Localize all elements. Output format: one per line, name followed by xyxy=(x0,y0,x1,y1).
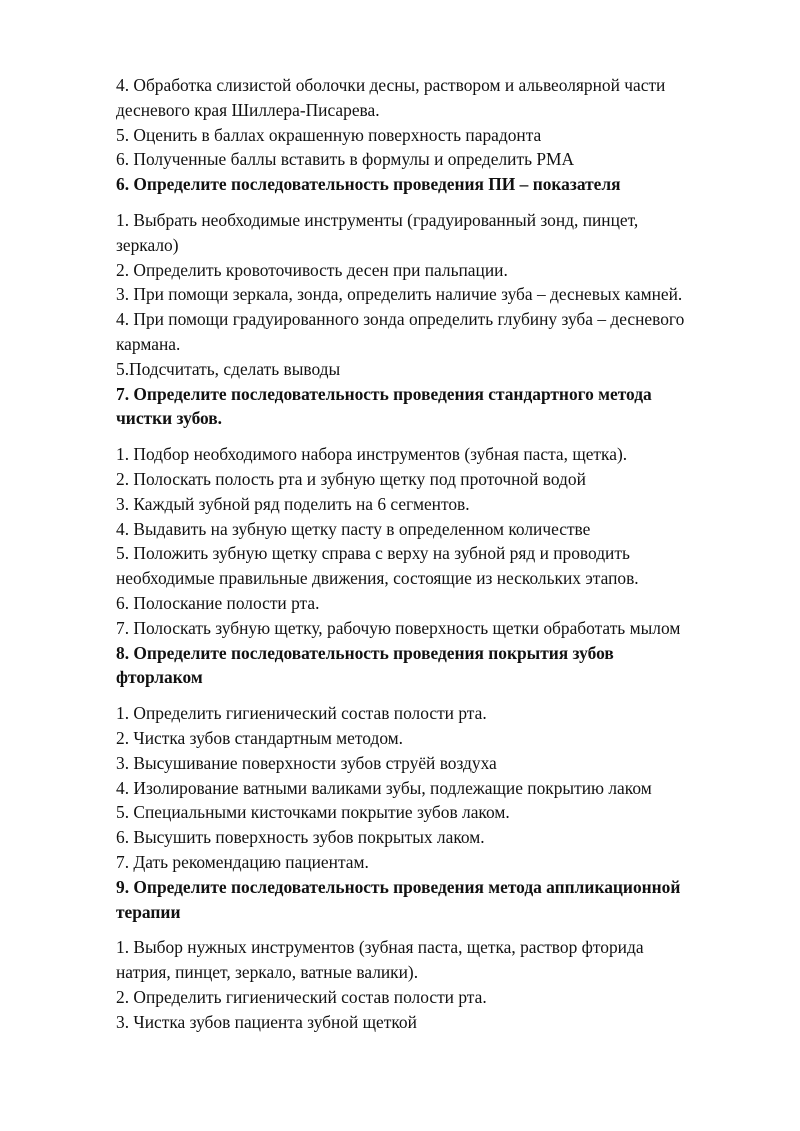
text-line: 3. Каждый зубной ряд поделить на 6 сегментов. xyxy=(116,493,470,514)
intro-block xyxy=(116,73,750,172)
text-line: натрия, пинцет, зеркало, ватные валики). xyxy=(116,962,419,983)
text-line: 3. Чистка зубов пациента зубной щеткой xyxy=(116,1011,417,1032)
text-line: 5. Положить зубную щетку справа с верху на зубной ряд и проводить xyxy=(116,543,630,564)
text-line: 7. Полоскать зубную щетку, рабочую поверхность щетки обработать мылом xyxy=(116,617,681,638)
text-line: зеркало) xyxy=(116,234,179,255)
text-line: 4. Обработка слизистой оболочки десны, раствором и альвеолярной части xyxy=(116,75,666,95)
text-line: 5. Оценить в баллах окрашенную поверхность парадонта xyxy=(116,124,542,145)
section-9 xyxy=(116,875,750,1035)
text-line: кармана. xyxy=(116,333,181,354)
section-8 xyxy=(116,641,750,875)
section-heading: 8. Определите последовательность проведения покрытия зубов xyxy=(116,642,614,663)
text-line: 7. Дать рекомендацию пациентам. xyxy=(116,851,369,872)
section-heading: 7. Определите последовательность проведения стандартного метода xyxy=(116,383,652,404)
text-line: 2. Полоскать полость рта и зубную щетку под проточной водой xyxy=(116,468,586,489)
section-6 xyxy=(116,172,750,381)
text-line: 4. Изолирование ватными валиками зубы, подлежащие покрытию лаком xyxy=(116,777,652,798)
text-line: 5. Специальными кисточками покрытие зубов лаком. xyxy=(116,802,510,823)
section-7 xyxy=(116,382,750,641)
text-line: 6. Высушить поверхность зубов покрытых лаком. xyxy=(116,827,485,848)
text-line: 1. Выбор нужных инструментов (зубная паста, щетка, раствор фторида xyxy=(116,937,644,958)
text-line: десневого края Шиллера-Писарева. xyxy=(116,99,380,120)
text-line: 4. При помощи градуированного зонда определить глубину зуба – десневого xyxy=(116,309,685,330)
text-line: 6. Полученные баллы вставить в формулы и определить PMA xyxy=(116,149,575,170)
text-line: 4. Выдавить на зубную щетку пасту в определенном количестве xyxy=(116,518,591,539)
text-line: 6. Полоскание полости рта. xyxy=(116,592,320,613)
text-line: 3. Высушивание поверхности зубов струёй воздуха xyxy=(116,752,497,773)
text-line: 1. Выбрать необходимые инструменты (градуированный зонд, пинцет, xyxy=(116,209,639,230)
spacer xyxy=(116,197,750,208)
section-heading: чистки зубов. xyxy=(116,408,223,429)
spacer xyxy=(116,431,750,442)
text-line: 5.Подсчитать, сделать выводы xyxy=(116,358,341,379)
spacer xyxy=(116,924,750,935)
text-line: 2. Определить кровоточивость десен при пальпации. xyxy=(116,259,508,280)
text-line: необходимые правильные движения, состоящие из нескольких этапов. xyxy=(116,568,639,589)
text-line: 1. Определить гигиенический состав полости рта. xyxy=(116,703,487,724)
section-heading: 6. Определите последовательность проведения ПИ – показателя xyxy=(116,174,621,195)
section-heading: терапии xyxy=(116,901,181,922)
section-heading: фторлаком xyxy=(116,667,203,688)
spacer xyxy=(116,690,750,701)
text-line: 2. Определить гигиенический состав полости рта. xyxy=(116,986,487,1007)
section-heading: 9. Определите последовательность проведения метода аппликационной xyxy=(116,876,681,897)
text-line: 1. Подбор необходимого набора инструментов (зубная паста, щетка). xyxy=(116,444,628,465)
text-line: 3. При помощи зеркала, зонда, определить наличие зуба – десневых камней. xyxy=(116,284,683,305)
text-line: 2. Чистка зубов стандартным методом. xyxy=(116,727,404,748)
